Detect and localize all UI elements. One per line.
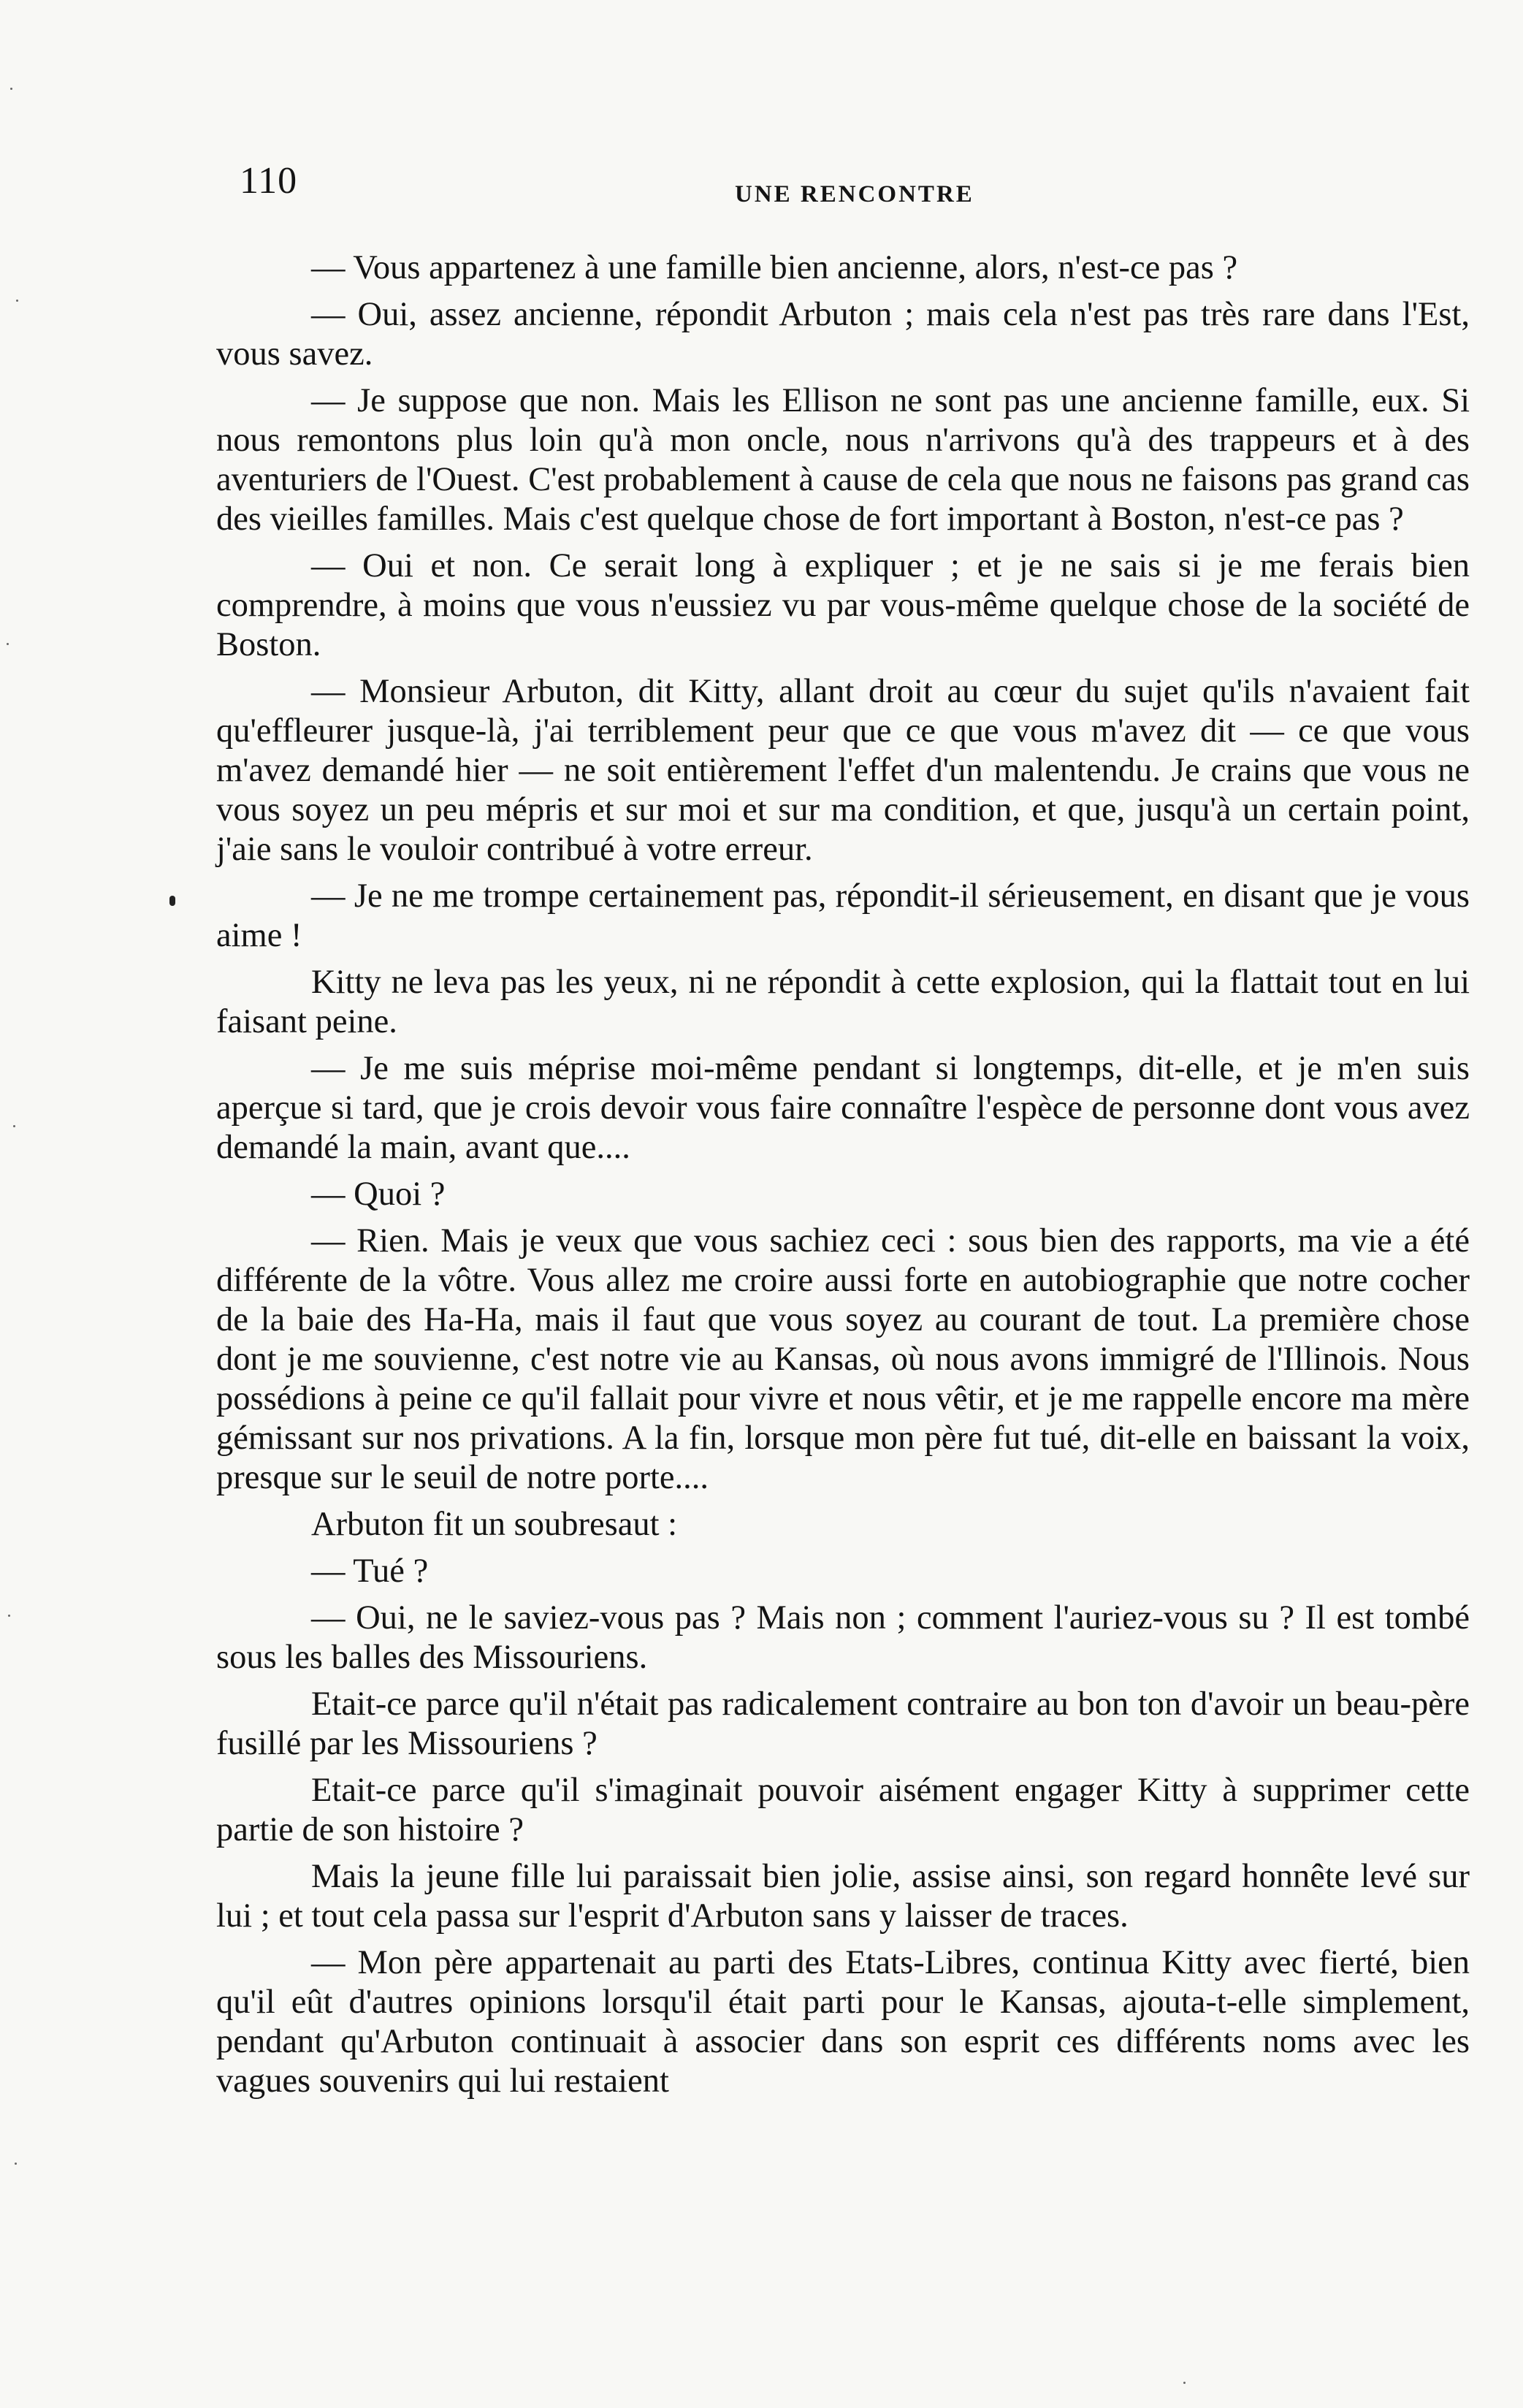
scan-speck bbox=[10, 88, 12, 90]
paragraph: — Oui et non. Ce serait long à expliquer ; et je ne sais si je me ferais bien comprendre, à moins que vous n'eussiez vu par vous-même quelque chose de la société de Boston. bbox=[216, 547, 1470, 663]
margin-mark bbox=[169, 896, 175, 906]
scan-speck bbox=[8, 1615, 10, 1617]
paragraph: Arbuton fit un soubresaut : bbox=[311, 1506, 678, 1543]
running-title: UNE RENCONTRE bbox=[735, 181, 974, 207]
paragraph: — Oui, assez ancienne, répondit Arbuton ; mais cela n'est pas très rare dans l'Est, vous savez. bbox=[216, 296, 1470, 373]
paragraph: — Rien. Mais je veux que vous sachiez ceci : sous bien des rapports, ma vie a été différente de la vôtre. Vous allez me croire aussi forte en autobiographie que notre cocher de la baie des Ha-Ha, mais il faut que vous soyez au courant de tout. La première chose dont je me souvienne, c'est notre vie au Kansas, où nous avons immigré de l'Illinois. Nous possédions à peine ce qu'il fallait pour vivre et nous vêtir, et je me rappelle encore ma mère gémissant sur nos privations. A la fin, lorsque mon père fut tué, dit-elle en baissant la voix, presque sur le seuil de notre porte.... bbox=[216, 1222, 1470, 1496]
paragraph: — Mon père appartenait au parti des Etats-Libres, continua Kitty avec fierté, bien qu'il eût d'autres opinions lorsqu'il était parti pour le Kansas, ajouta-t-elle simplement, pendant qu'Arbuton continuait à associer dans son esprit ces différents noms avec les vagues souvenirs qui lui restaient bbox=[216, 1944, 1470, 2100]
paragraph: — Vous appartenez à une famille bien ancienne, alors, n'est-ce pas ? bbox=[311, 249, 1238, 286]
paragraph: — Tué ? bbox=[311, 1552, 429, 1590]
paragraph: — Monsieur Arbuton, dit Kitty, allant droit au cœur du sujet qu'ils n'avaient fait qu'effleurer jusque-là, j'ai terriblement peur que ce que vous m'avez dit — ce que vous m'avez demandé hier — ne soit entièrement l'effet d'un malentendu. Je crains que vous ne vous soyez un peu mépris et sur moi et sur ma condition, et que, jusqu'à un certain point, j'aie sans le vouloir contribué à votre erreur. bbox=[216, 673, 1470, 868]
paragraph: — Quoi ? bbox=[311, 1176, 446, 1213]
paragraph: — Oui, ne le saviez-vous pas ? Mais non ; comment l'auriez-vous su ? Il est tombé sous les balles des Missouriens. bbox=[216, 1599, 1470, 1676]
paragraph: — Je ne me trompe certainement pas, répondit-il sérieusement, en disant que je vous aime ! bbox=[216, 877, 1470, 954]
paragraph: Etait-ce parce qu'il n'était pas radicalement contraire au bon ton d'avoir un beau-père fusillé par les Missouriens ? bbox=[216, 1685, 1470, 1762]
paragraph: Mais la jeune fille lui paraissait bien jolie, assise ainsi, son regard honnête levé sur lui ; et tout cela passa sur l'esprit d'Arbuton sans y laisser de traces. bbox=[216, 1858, 1470, 1935]
paragraph: Etait-ce parce qu'il s'imaginait pouvoir aisément engager Kitty à supprimer cette partie de son histoire ? bbox=[216, 1772, 1470, 1848]
scan-speck bbox=[16, 300, 18, 302]
scan-speck bbox=[1183, 2382, 1186, 2384]
paragraph: — Je me suis méprise moi-même pendant si longtemps, dit-elle, et je m'en suis aperçue si tard, que je crois devoir vous faire connaître l'espèce de personne dont vous avez demandé la main, avant que.... bbox=[216, 1050, 1470, 1166]
body-text bbox=[216, 248, 1470, 2108]
scan-speck bbox=[7, 643, 9, 645]
paragraph: Kitty ne leva pas les yeux, ni ne répondit à cette explosion, qui la flattait tout en lui faisant peine. bbox=[216, 964, 1470, 1040]
page-number: 110 bbox=[240, 160, 298, 202]
paragraph: — Je suppose que non. Mais les Ellison ne sont pas une ancienne famille, eux. Si nous remontons plus loin qu'à mon oncle, nous n'arrivons qu'à des trappeurs et à des aventuriers de l'Ouest. C'est probablement à cause de cela que nous ne faisons pas grand cas des vieilles familles. Mais c'est quelque chose de fort important à Boston, n'est-ce pas ? bbox=[216, 382, 1470, 538]
scan-speck bbox=[13, 1125, 15, 1127]
scan-speck bbox=[15, 2163, 17, 2165]
